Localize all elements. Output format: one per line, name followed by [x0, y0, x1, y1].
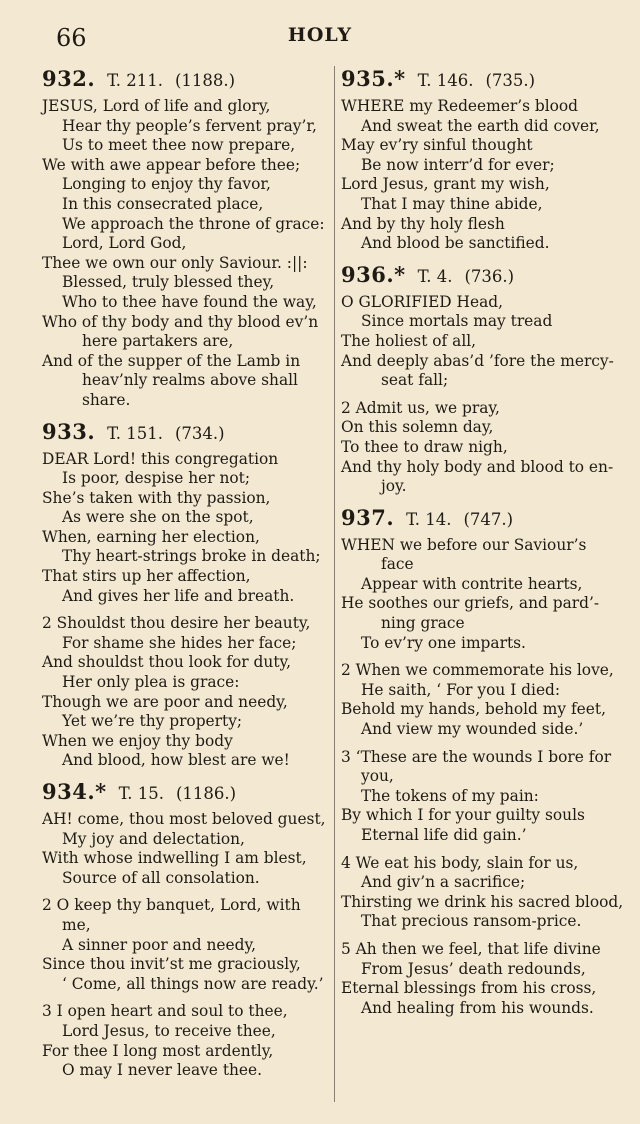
- verse-line: me,: [62, 915, 91, 934]
- verse-line: On this solemn day,: [341, 418, 494, 437]
- tune-reference: T. 15.: [118, 784, 164, 803]
- hymn-heading: [341, 262, 632, 287]
- verse-line: JESUS, Lord of life and glory,: [42, 97, 271, 115]
- hymn-cross-reference: (1186.): [175, 784, 237, 803]
- verse-line: That I may thine abide,: [361, 194, 543, 213]
- verse-line: Since thou invit’st me graciously,: [42, 955, 301, 974]
- verse-line: And shouldst thou look for duty,: [42, 653, 292, 672]
- verse-line: We with awe appear before thee;: [42, 155, 301, 174]
- verse-line: Appear with contrite hearts,: [361, 574, 583, 593]
- verse-line: The tokens of my pain:: [361, 786, 539, 805]
- hymn-heading: [341, 66, 632, 91]
- hymn: [42, 66, 332, 411]
- verse-line: Lord Jesus, to receive thee,: [62, 1021, 276, 1040]
- verse-line: Blessed, truly blessed they,: [62, 273, 275, 292]
- hymn-cross-reference: (734.): [174, 423, 225, 443]
- page-number: 66: [56, 24, 87, 52]
- verse-line: heav’nly realms above shall: [82, 371, 298, 390]
- verse-line: And view my wounded side.’: [361, 720, 584, 739]
- verse-line: 4 We eat his body, slain for us,: [341, 853, 579, 872]
- tune-reference: T. 4.: [417, 266, 453, 286]
- verse-line: Thy heart-strings broke in death;: [62, 547, 321, 566]
- verse-line: With whose indwelling I am blest,: [42, 849, 307, 868]
- verse-line: Since mortals may tread: [361, 312, 553, 331]
- verse-line: Behold my hands, behold my feet,: [341, 700, 606, 719]
- verse-line: Us to meet thee now prepare,: [62, 136, 296, 155]
- stanza-gap: [341, 932, 632, 940]
- hymn: [42, 779, 332, 1081]
- stanza: [42, 450, 332, 607]
- verse-line: My joy and delectation,: [62, 829, 245, 848]
- column-divider: [334, 66, 335, 1102]
- stanza-gap: [341, 653, 632, 661]
- verse-line: Thirsting we drink his sacred blood,: [341, 892, 624, 911]
- verse-line: And by thy holy flesh: [341, 214, 505, 233]
- stanza-gap: [42, 888, 332, 896]
- stanza: [42, 810, 332, 888]
- verse-line: And blood be sanctified.: [361, 234, 550, 253]
- verse-line: 2 Shouldst thou desire her beauty,: [42, 614, 311, 633]
- verse-line: In this consecrated place,: [62, 194, 264, 213]
- hymn-cross-reference: (736.): [464, 266, 515, 286]
- verse-line: 2 O keep thy banquet, Lord, with: [42, 896, 301, 915]
- verse-line: That stirs up her affection,: [42, 567, 251, 586]
- verse-line: We approach the throne of grace:: [62, 214, 325, 233]
- verse-line: He saith, ‘ For you I died:: [361, 680, 561, 699]
- verse-line: Eternal blessings from his cross,: [341, 979, 597, 998]
- verse-line: share.: [82, 390, 131, 409]
- verse-line: And of the supper of the Lamb in: [42, 351, 301, 370]
- hymn: [341, 66, 632, 254]
- tune-reference: T. 146.: [417, 71, 474, 90]
- verse-line: And sweat the earth did cover,: [361, 116, 600, 135]
- hymn-cross-reference: (747.): [463, 509, 514, 529]
- verse-line: Her only plea is grace:: [62, 673, 240, 692]
- verse-line: Hear thy people’s fervent pray’r,: [62, 116, 317, 135]
- hymn-number: 932.: [42, 66, 96, 91]
- tune-reference: T. 211.: [107, 71, 163, 90]
- verse-line: That precious ransom-price.: [361, 912, 582, 931]
- verse-line: The holiest of all,: [341, 331, 477, 350]
- verse-line: WHERE my Redeemer’s blood: [341, 97, 579, 115]
- stanza: [42, 614, 332, 771]
- stanza-gap: [341, 846, 632, 854]
- verse-line: May ev’ry sinful thought: [341, 136, 533, 155]
- stanza-gap: [341, 740, 632, 748]
- hymn-heading: [42, 66, 332, 91]
- stanza: [42, 97, 332, 411]
- stanza-gap: [341, 391, 632, 399]
- hymn-heading: [42, 419, 332, 444]
- verse-line: And blood, how blest are we!: [62, 751, 290, 770]
- stanza: [341, 748, 632, 846]
- verse-line: And giv’n a sacrifice;: [361, 873, 526, 892]
- verse-line: ‘ Come, all things now are ready.’: [62, 974, 324, 993]
- verse-line: 2 Admit us, we pray,: [341, 398, 500, 417]
- verse-line: Longing to enjoy thy favor,: [62, 175, 271, 194]
- verse-line: seat fall;: [381, 371, 449, 390]
- verse-line: To ev’ry one imparts.: [361, 633, 526, 652]
- stanza: [42, 1002, 332, 1080]
- verse-line: 3 ‘These are the wounds I bore for: [341, 747, 612, 766]
- verse-line: O may I never leave thee.: [62, 1061, 263, 1080]
- left-column: [42, 60, 332, 1089]
- verse-line: And deeply abas’d ’fore the mercy-: [341, 351, 614, 370]
- stanza: [341, 940, 632, 1018]
- verse-line: She’s taken with thy passion,: [42, 488, 271, 507]
- right-column: [341, 60, 632, 1026]
- running-head: HOLY: [287, 24, 353, 46]
- verse-line: And thy holy body and blood to en-: [341, 457, 614, 476]
- verse-line: A sinner poor and needy,: [62, 935, 256, 954]
- verse-line: 3 I open heart and soul to thee,: [42, 1002, 288, 1021]
- hymn-heading: [42, 779, 332, 804]
- verse-line: you,: [361, 767, 394, 786]
- stanza: [341, 854, 632, 932]
- hymn: [341, 505, 632, 1019]
- hymn-number: 937.: [341, 504, 395, 530]
- verse-line: When, earning her election,: [42, 527, 260, 546]
- verse-line: WHEN we before our Saviour’s: [341, 535, 587, 554]
- stanza: [341, 293, 632, 391]
- verse-line: Yet we’re thy property;: [62, 712, 243, 731]
- hymn: [42, 419, 332, 772]
- hymn-cross-reference: (1188.): [174, 71, 236, 90]
- stanza: [42, 896, 332, 994]
- stanza: [341, 399, 632, 497]
- verse-line: joy.: [381, 477, 407, 496]
- verse-line: face: [381, 555, 414, 574]
- hymn-number: 933.: [42, 418, 96, 444]
- verse-line: Is poor, despise her not;: [62, 469, 251, 488]
- stanza-gap: [42, 994, 332, 1002]
- stanza: [341, 97, 632, 254]
- hymn-number: 936.*: [341, 261, 406, 287]
- verse-line: here partakers are,: [82, 332, 234, 351]
- tune-reference: T. 151.: [107, 423, 163, 443]
- hymn-number: 934.*: [42, 779, 107, 804]
- hymn: [341, 262, 632, 497]
- verse-line: To thee to draw nigh,: [341, 437, 508, 456]
- tune-reference: T. 14.: [406, 509, 452, 529]
- verse-line: Thee we own our only Saviour. :||:: [42, 253, 308, 272]
- verse-line: When we enjoy thy body: [42, 731, 233, 750]
- hymn-cross-reference: (735.): [485, 71, 536, 90]
- verse-line: Be now interr’d for ever;: [361, 155, 555, 174]
- verse-line: And healing from his wounds.: [361, 998, 594, 1017]
- verse-line: ning grace: [381, 614, 465, 633]
- verse-line: O GLORIFIED Head,: [341, 292, 503, 311]
- verse-line: Source of all consolation.: [62, 868, 260, 887]
- verse-line: For thee I long most ardently,: [42, 1041, 274, 1060]
- verse-line: Who of thy body and thy blood ev’n: [42, 312, 319, 331]
- hymn-number: 935.*: [341, 66, 406, 91]
- verse-line: From Jesus’ death redounds,: [361, 959, 586, 978]
- verse-line: And gives her life and breath.: [62, 586, 295, 605]
- verse-line: Lord, Lord God,: [62, 234, 187, 253]
- stanza-gap: [42, 606, 332, 614]
- verse-line: Lord Jesus, grant my wish,: [341, 175, 550, 194]
- verse-line: Eternal life did gain.’: [361, 826, 527, 844]
- hymn-heading: [341, 505, 632, 530]
- verse-line: 2 When we commemorate his love,: [341, 661, 614, 680]
- stanza: [341, 661, 632, 739]
- verse-line: As were she on the spot,: [62, 508, 254, 527]
- stanza: [341, 536, 632, 654]
- verse-line: For shame she hides her face;: [62, 633, 297, 652]
- verse-line: By which I for your guilty souls: [341, 806, 585, 825]
- verse-line: DEAR Lord! this congregation: [42, 449, 279, 468]
- verse-line: 5 Ah then we feel, that life divine: [341, 939, 601, 958]
- verse-line: AH! come, thou most beloved guest,: [42, 810, 326, 828]
- verse-line: Who to thee have found the way,: [62, 292, 317, 311]
- verse-line: Though we are poor and needy,: [42, 692, 288, 711]
- verse-line: He soothes our griefs, and pard’-: [341, 594, 600, 613]
